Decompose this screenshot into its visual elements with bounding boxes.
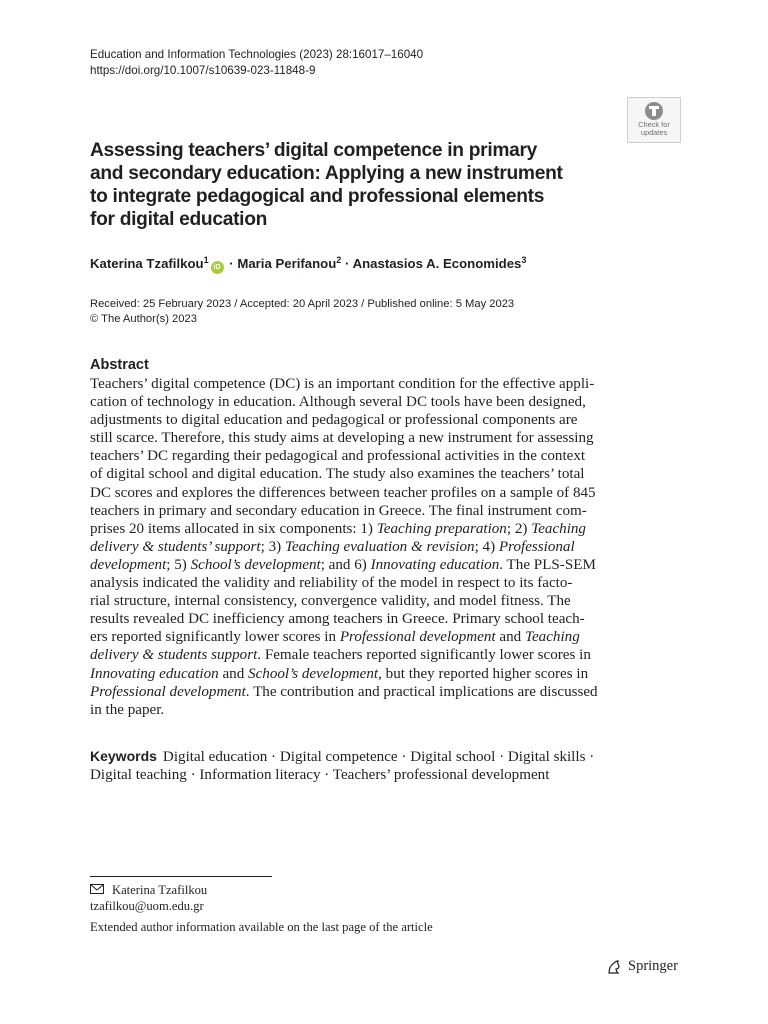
corresponding-author: [90, 882, 207, 914]
title-line: for digital education: [90, 209, 268, 230]
corresponding-author-email[interactable]: tzafilkou@uom.edu.gr: [90, 899, 204, 913]
check-for-updates-icon: [643, 101, 665, 121]
dates-line: Received: 25 February 2023 / Accepted: 20 April 2023 / Published online: 5 May 2023: [90, 298, 515, 310]
author-separator: ·: [344, 256, 350, 271]
check-for-updates-badge[interactable]: [627, 97, 681, 143]
article-title: [90, 139, 630, 231]
abstract-line: analysis indicated the validity and reliability of the model in respect to its facto-: [90, 575, 573, 592]
journal-citation: Education and Information Technologies (2023) 28:16017–16040: [90, 48, 424, 61]
abstract-line: Professional development. The contribution and practical implications are discussed: [90, 683, 598, 700]
badge-line2: updates: [640, 128, 668, 137]
abstract-line: of digital school and digital education. The study also examines the teachers’ total: [90, 466, 585, 483]
abstract-line: Innovating education and School’s development, but they reported higher scores in: [90, 665, 589, 682]
author-affiliation-sup: 3: [521, 255, 527, 265]
corresponding-author-name: Katerina Tzafilkou: [112, 883, 208, 897]
author-affiliation-sup: 1: [203, 255, 209, 265]
author-name[interactable]: Anastasios A. Economides: [352, 256, 522, 271]
abstract-line: delivery & students support. Female teachers reported significantly lower scores in: [90, 647, 591, 664]
author-affiliation-sup: 2: [336, 255, 342, 265]
abstract-body: [90, 375, 679, 719]
springer-horse-icon: [606, 959, 622, 975]
abstract-line: delivery & students’ support; 3) Teaching evaluation & revision; 4) Professional: [90, 538, 575, 555]
abstract-line: DC scores and explores the differences between teacher profiles on a sample of 845: [90, 484, 596, 501]
abstract-line: adjustments to digital education and pedagogical or professional components are: [90, 412, 578, 429]
badge-line1: Check for: [638, 120, 670, 129]
abstract-line: prises 20 items allocated in six components: 1) Teaching preparation; 2) Teaching: [90, 520, 586, 537]
keywords-line: Keywords Digital education · Digital competence · Digital school · Digital skills ·: [90, 748, 595, 765]
abstract-line: results revealed DC inefficiency among teachers in Greece. Primary school teach-: [90, 611, 585, 628]
keywords-label: Keywords: [90, 748, 157, 764]
orcid-icon[interactable]: iD: [211, 261, 224, 274]
copyright-line: © The Author(s) 2023: [90, 313, 197, 325]
doi-link[interactable]: https://doi.org/10.1007/s10639-023-11848-9: [90, 64, 316, 77]
author-name[interactable]: Maria Perifanou: [237, 256, 337, 271]
abstract-line: Teachers’ digital competence (DC) is an important condition for the effective appli-: [90, 376, 595, 392]
abstract-line: cation of technology in education. Although several DC tools have been designed,: [90, 394, 586, 411]
author-name[interactable]: Katerina Tzafilkou: [90, 256, 204, 271]
abstract-line: rial structure, internal consistency, convergence validity, and model fitness. The: [90, 593, 571, 610]
title-line: and secondary education: Applying a new instrument: [90, 163, 563, 184]
publisher-name: Springer: [628, 958, 678, 974]
keywords: [90, 747, 690, 784]
abstract-line: teachers in primary and secondary education in Greece. The final instrument com-: [90, 502, 587, 519]
title-line: Assessing teachers’ digital competence in primary: [90, 140, 538, 161]
author-separator: ·: [229, 256, 234, 271]
abstract-line: development; 5) School’s development; and 6) Innovating education. The PLS-SEM: [90, 556, 596, 573]
abstract-line: ers reported significantly lower scores in Professional development and Teaching: [90, 629, 580, 646]
abstract-line: still scarce. Therefore, this study aims at developing a new instrument for assessing: [90, 430, 594, 447]
footnote-rule: [90, 876, 272, 877]
springer-logo: [606, 958, 678, 975]
title-line: to integrate pedagogical and professional elements: [90, 186, 545, 207]
author-list: [90, 255, 526, 274]
envelope-icon: [90, 882, 106, 898]
abstract-line: in the paper.: [90, 701, 165, 718]
keywords-line: Digital teaching · Information literacy · Teachers’ professional development: [90, 767, 550, 784]
abstract-heading: Abstract: [90, 357, 149, 373]
abstract-line: teachers’ DC regarding their pedagogical and professional activities in the context: [90, 448, 586, 465]
journal-header: [90, 47, 423, 79]
extended-info-note: Extended author information available on the last page of the article: [90, 920, 433, 934]
publication-dates: [90, 297, 514, 327]
